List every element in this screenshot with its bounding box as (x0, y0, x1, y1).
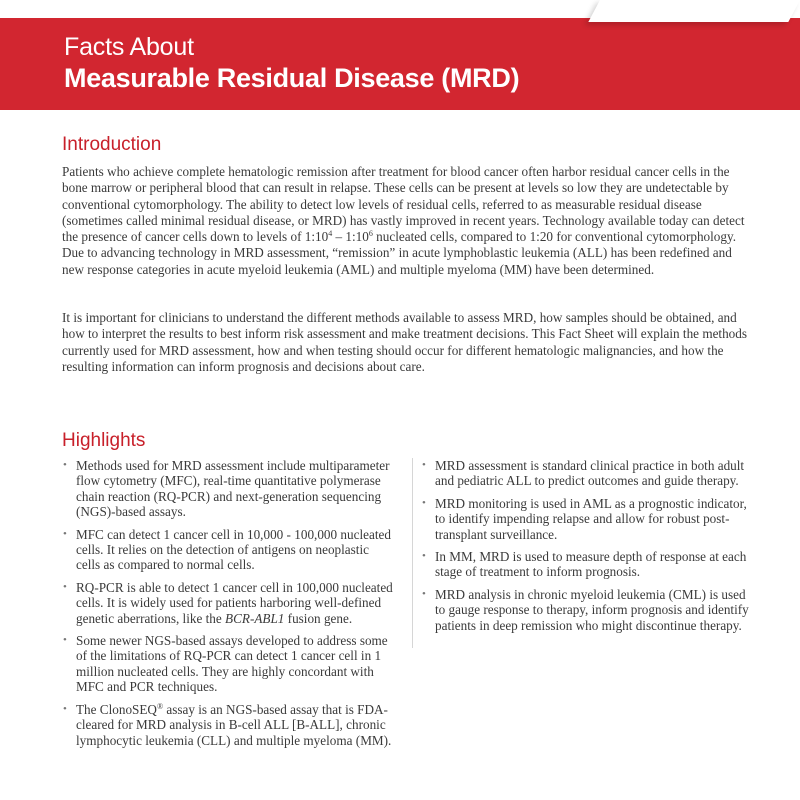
list-item (62, 633, 394, 695)
registered-mark: ® (156, 701, 164, 711)
intro-p1-sup-2: 6 (368, 229, 373, 239)
list-item (421, 549, 757, 580)
list-item-text: assay is an NGS-based assay that is FDA-cleared for MRD analysis in B-cell ALL [B-ALL], chronic lymphocytic leukemia (CLL) and multiple myeloma (MM). (76, 701, 392, 748)
list-item (421, 587, 757, 633)
introduction-paragraph-1 (62, 164, 752, 278)
header-title-line2: Measurable Residual Disease (MRD) (64, 63, 520, 93)
bullet-icon: • (422, 550, 426, 563)
list-item (62, 580, 394, 626)
list-item-text: MFC can detect 1 cancer cell in 10,000 - 100,000 nucleated cells. It relies on the detection of antigens on neoplastic cells as compared to normal cells. (76, 526, 391, 573)
list-item (62, 458, 394, 520)
list-item (421, 496, 757, 542)
list-item-text: fusion gene. (284, 610, 353, 626)
bullet-icon: • (422, 496, 426, 509)
highlights-right-column (412, 458, 757, 648)
list-item-text: MRD analysis in chronic myeloid leukemia (CML) is used to gauge response to therapy, inform prognosis and identify patients in deep remission who might discontinue therapy. (435, 586, 749, 633)
list-item-text: In MM, MRD is used to measure depth of response at each stage of treatment to inform prognosis. (435, 549, 747, 580)
bullet-icon: • (63, 527, 67, 540)
bullet-icon: • (63, 580, 67, 593)
corner-tab (588, 0, 800, 22)
bullet-icon: • (422, 587, 426, 600)
intro-p1-text-a: Patients who achieve complete hematologic remission after treatment for blood cancer often harbor residual cancer cells in the bone marrow or peripheral blood that can result in relapse. These cells can be present at levels so low they are undetectable by conventional cytomorphology. The ability to detect low levels of residual cells, referred to as measurable residual disease (sometimes called minimal residual disease, or MRD) has vastly improved in recent years. Technology available today can detect the presence of cancer cells down to levels of 1:10 (62, 164, 745, 245)
introduction-heading: Introduction (62, 134, 162, 155)
list-item-text: Some newer NGS-based assays developed to address some of the limitations of RQ-PCR can detect 1 cancer cell in 1 million nucleated cells. They are highly concordant with MFC and PCR techniques. (76, 633, 388, 695)
intro-p1-text-c: nucleated cells, compared to 1:20 for conventional cytomorphology. Due to advancing technology in MRD assessment, “remission” in acute lymphoblastic leukemia (ALL) has been redefined and new response categories in acute myeloid leukemia (AML) and multiple myeloma (MM) have been determined. (62, 229, 737, 277)
list-item-text: RQ-PCR is able to detect 1 cancer cell in 100,000 nucleated cells. It is widely used for patients harboring well-defined genetic aberrations, like the (76, 579, 393, 626)
highlights-heading: Highlights (62, 430, 146, 451)
list-item (421, 458, 757, 489)
list-item-text: Methods used for MRD assessment include multiparameter flow cytometry (MFC), real-time quantitative polymerase chain reaction (RQ-PCR) and next-generation sequencing (NGS)-based assays. (76, 458, 390, 520)
list-item (62, 702, 394, 748)
intro-p1-text-b: – 1:10 (332, 229, 369, 245)
introduction-paragraph-2: It is important for clinicians to understand the different methods available to assess MRD, how samples should be obtained, and how to interpret the results to best inform risk assessment and make treatment decisions. This Fact Sheet will explain the methods currently used for MRD assessment, how and when testing should occur for different hematologic malignancies, and how the resulting information can inform prognosis and decisions about care. (62, 310, 748, 374)
list-item-text: MRD assessment is standard clinical practice in both adult and pediatric ALL to predict outcomes and guide therapy. (435, 458, 745, 489)
list-item-text: MRD monitoring is used in AML as a prognostic indicator, to identify impending relapse and allow for robust post-transplant surveillance. (435, 495, 747, 542)
bullet-icon: • (63, 702, 67, 715)
intro-p1-sup-1: 4 (328, 229, 333, 239)
bullet-icon: • (63, 634, 67, 647)
gene-name: BCR-ABL1 (225, 610, 285, 626)
list-item-text: The ClonoSEQ (76, 701, 157, 717)
bullet-icon: • (63, 459, 67, 471)
highlights-left-column (62, 458, 394, 755)
header-title-line1: Facts About (64, 33, 194, 61)
bullet-icon: • (422, 459, 426, 471)
list-item (62, 527, 394, 573)
